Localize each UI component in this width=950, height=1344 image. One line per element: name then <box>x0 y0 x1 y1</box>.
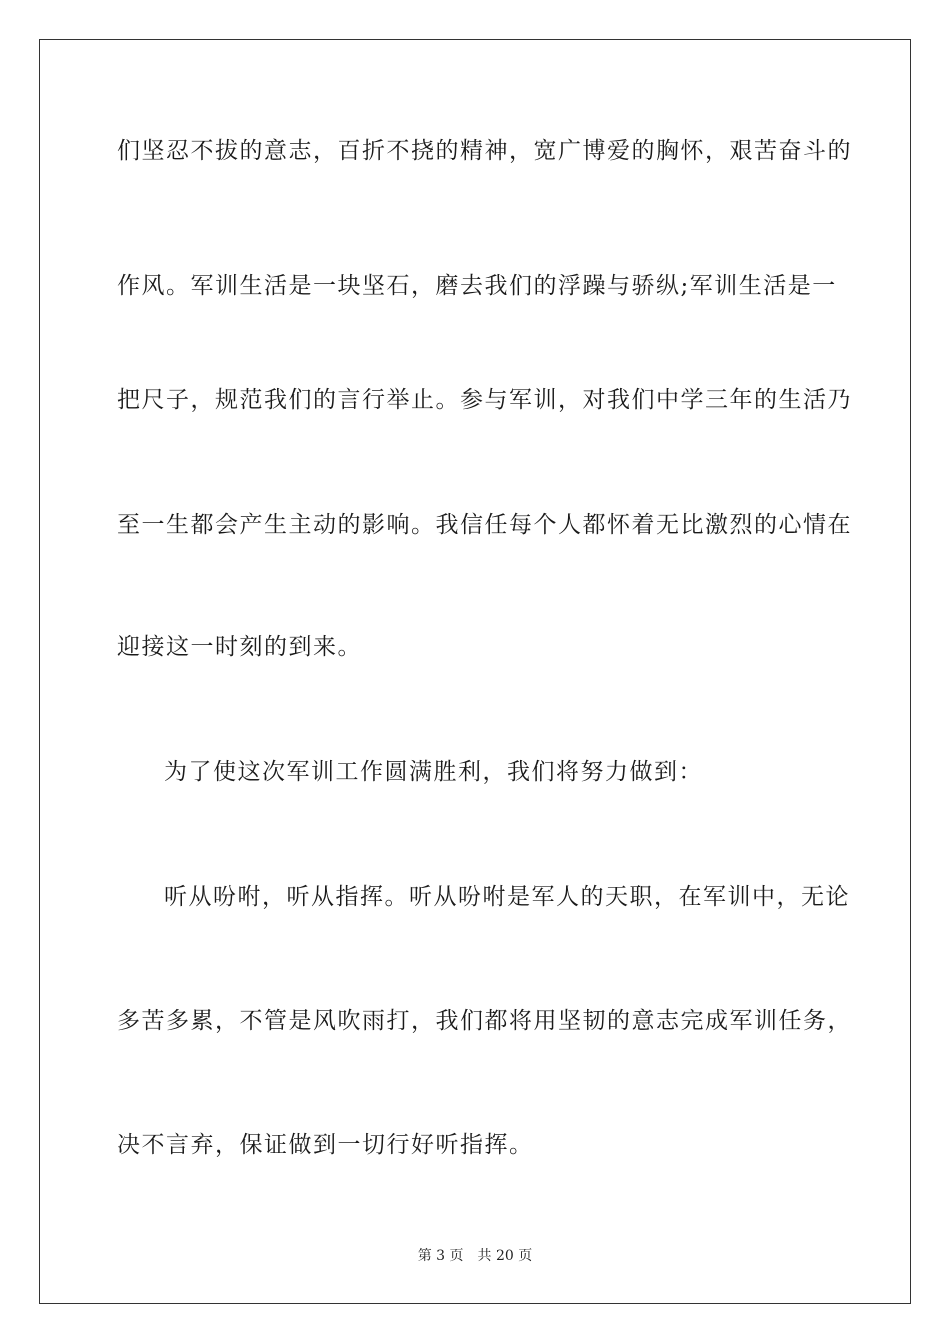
page-footer <box>0 1247 950 1265</box>
body-line-3: 把尺子，规范我们的言行举止。参与军训，对我们中学三年的生活乃 <box>117 387 852 413</box>
page-total: 共 20 页 <box>477 1248 533 1264</box>
body-line-8: 多苦多累，不管是风吹雨打，我们都将用坚韧的意志完成军训任务， <box>117 1008 852 1034</box>
body-line-5: 迎接这一时刻的到来。 <box>117 634 362 660</box>
body-line-9: 决不言弃，保证做到一切行好听指挥。 <box>117 1132 534 1158</box>
page-border <box>39 39 911 1304</box>
body-line-6: 为了使这次军训工作圆满胜利，我们将努力做到： <box>164 759 703 785</box>
body-line-7: 听从吩咐，听从指挥。听从吩咐是军人的天职，在军训中，无论 <box>164 884 850 910</box>
body-line-2: 作风。军训生活是一块坚石，磨去我们的浮躁与骄纵;军训生活是一 <box>117 273 837 299</box>
page-number: 第 3 页 <box>417 1248 464 1264</box>
body-line-4: 至一生都会产生主动的影响。我信任每个人都怀着无比激烈的心情在 <box>117 512 852 538</box>
body-line-1: 们坚忍不拔的意志，百折不挠的精神，宽广博爱的胸怀，艰苦奋斗的 <box>117 138 852 164</box>
